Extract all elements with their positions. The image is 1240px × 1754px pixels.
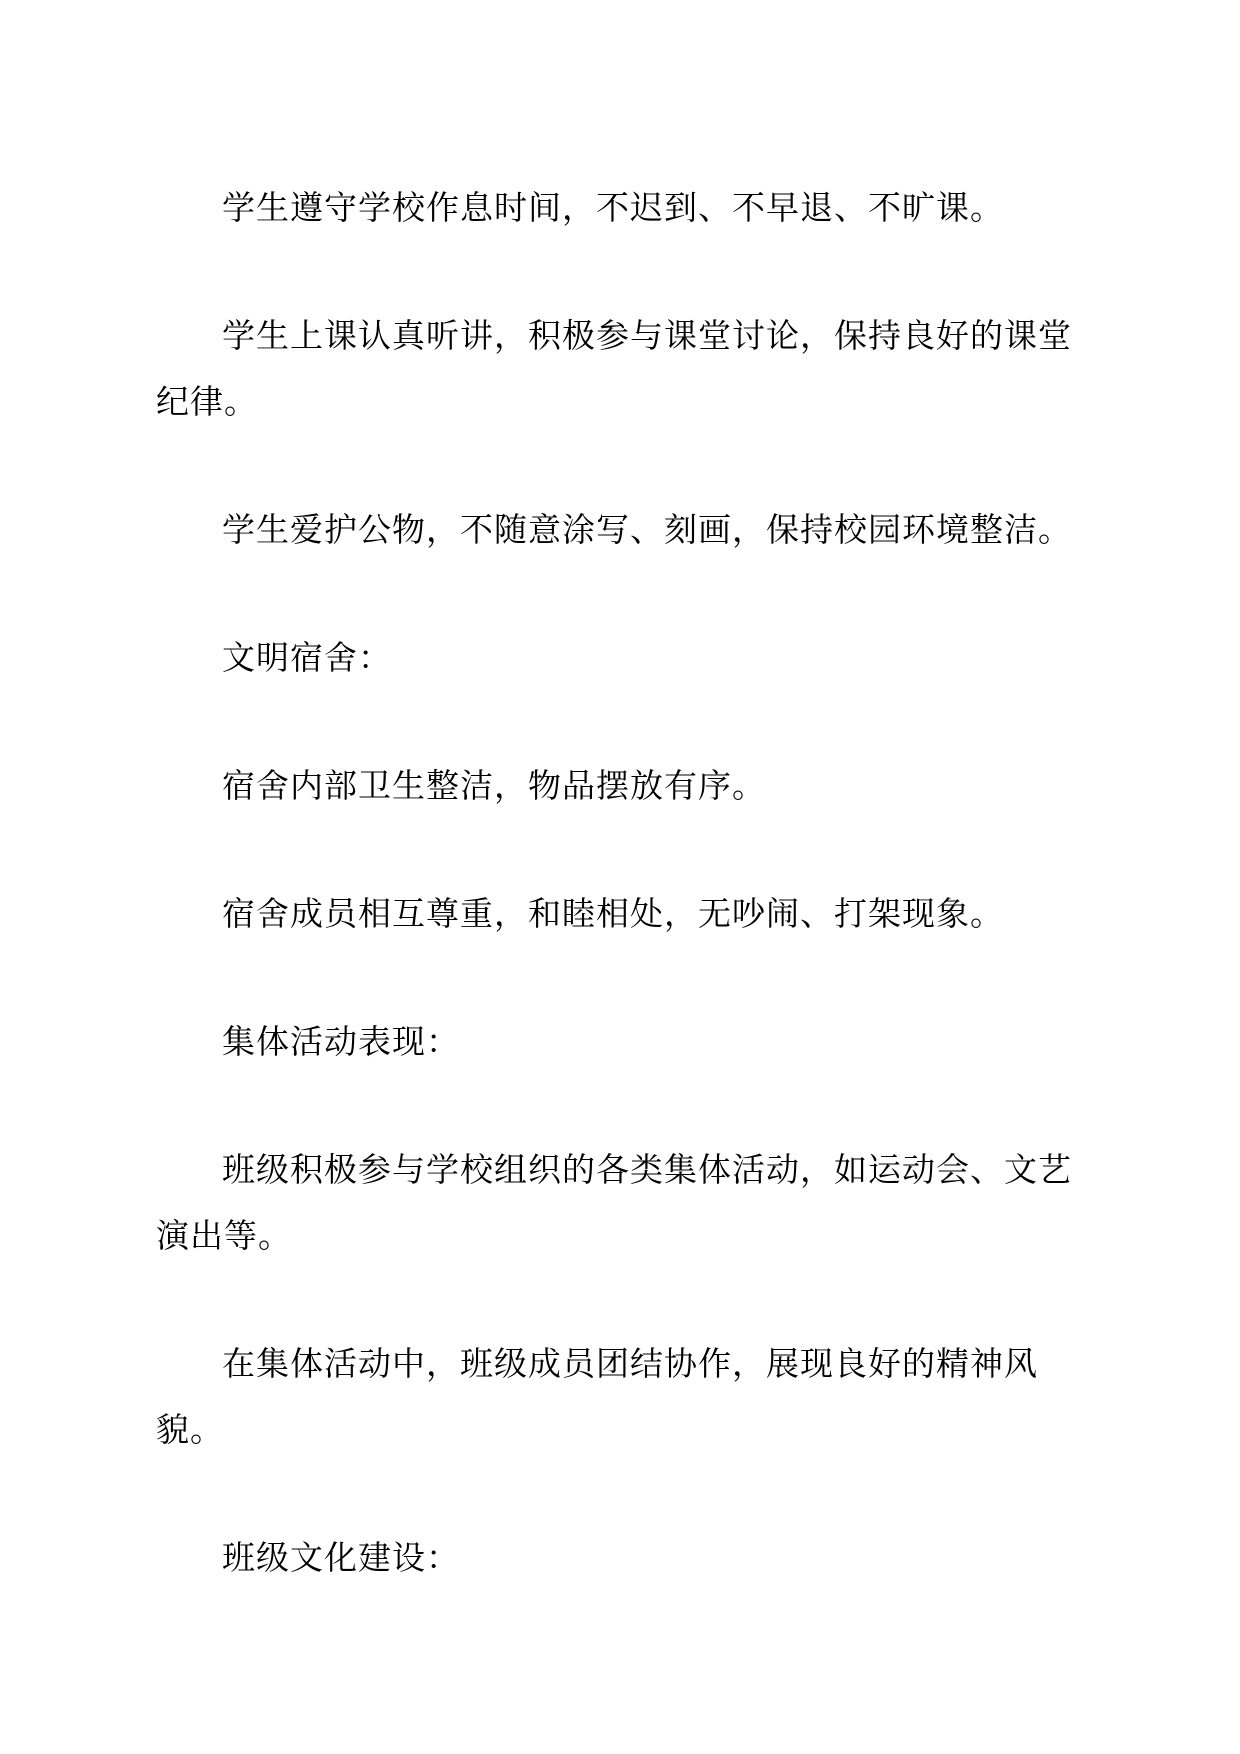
paragraph-classroom-discipline: 学生上课认真听讲，积极参与课堂讨论，保持良好的课堂纪律。: [156, 316, 1072, 421]
paragraph-dorm-harmony: 宿舍成员相互尊重，和睦相处，无吵闹、打架现象。: [222, 894, 1004, 933]
heading-civilized-dormitory: 文明宿舍：: [222, 638, 392, 677]
paragraph-dorm-hygiene: 宿舍内部卫生整洁，物品摆放有序。: [222, 766, 766, 805]
heading-collective-activities: 集体活动表现：: [222, 1022, 460, 1061]
paragraph-teamwork: 在集体活动中，班级成员团结协作，展现良好的精神风貌。: [156, 1344, 1038, 1449]
heading-class-culture: 班级文化建设：: [222, 1538, 460, 1577]
document-body: [156, 175, 1086, 1653]
paragraph-activity-participation: 班级积极参与学校组织的各类集体活动，如运动会、文艺演出等。: [156, 1150, 1072, 1255]
paragraph-public-property: 学生爱护公物，不随意涂写、刻画，保持校园环境整洁。: [222, 510, 1072, 549]
paragraph-attendance: 学生遵守学校作息时间，不迟到、不早退、不旷课。: [222, 188, 1004, 227]
